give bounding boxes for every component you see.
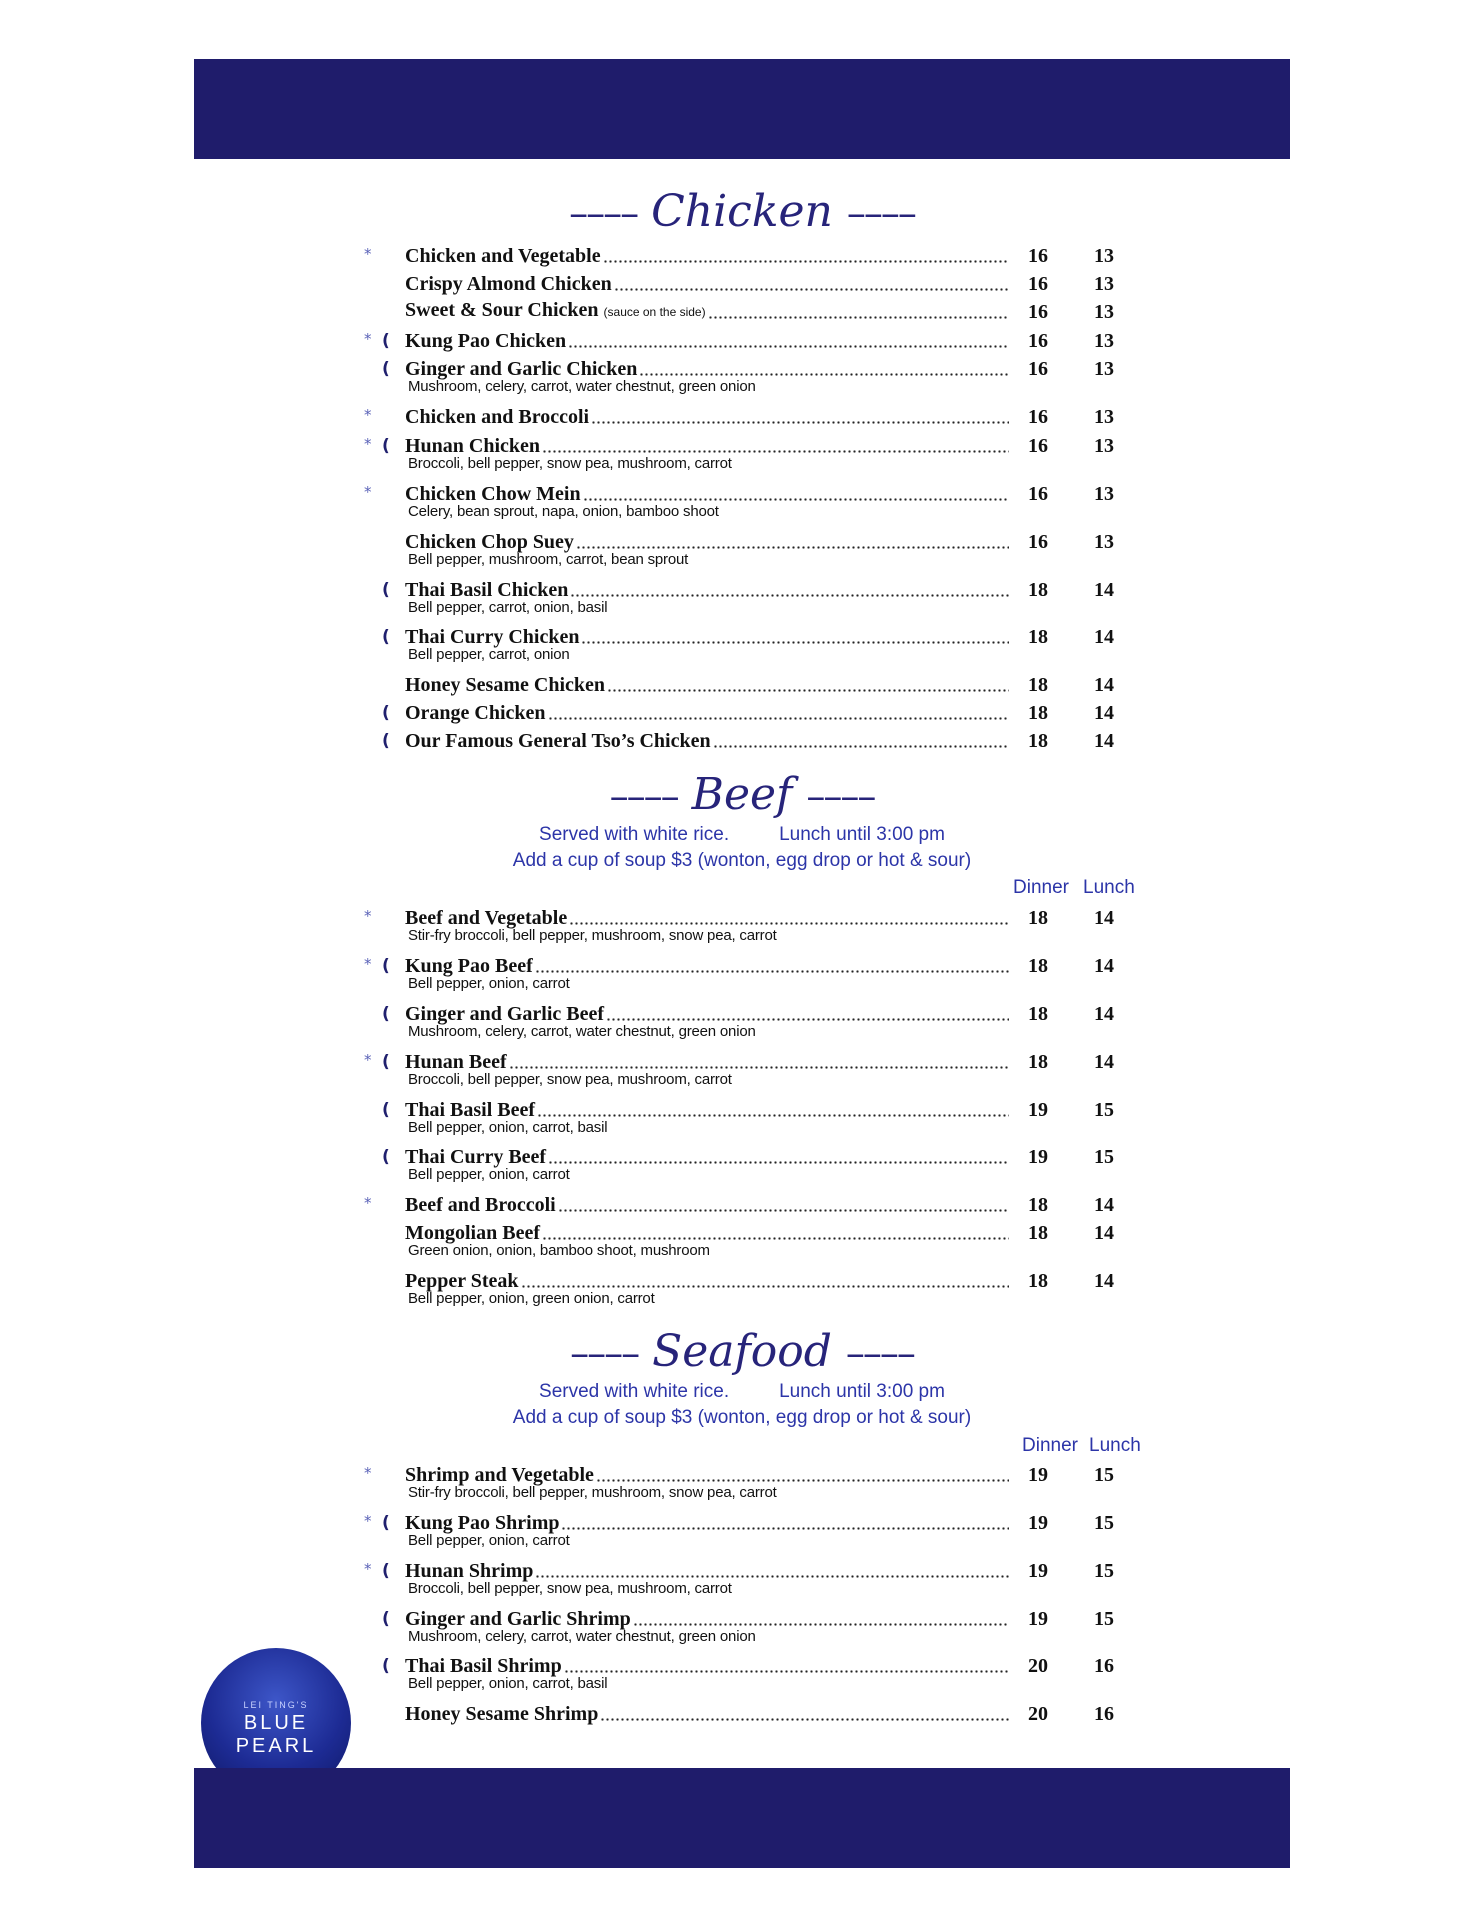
dinner-price: 18 bbox=[1028, 1194, 1048, 1216]
menu-item bbox=[360, 1653, 1120, 1701]
lunch-price: 15 bbox=[1094, 1464, 1114, 1486]
item-marks bbox=[360, 1606, 404, 1632]
dinner-price: 19 bbox=[1028, 1099, 1048, 1121]
lunch-price: 14 bbox=[1094, 626, 1114, 648]
vegetarian-star-icon: * bbox=[364, 1194, 372, 1212]
item-marks bbox=[360, 672, 404, 698]
vegetarian-star-icon: * bbox=[364, 245, 372, 263]
item-marks bbox=[360, 404, 404, 430]
item-marks bbox=[360, 1001, 404, 1027]
beef-soup-note: Add a cup of soup $3 (wonton, egg drop or hot & sour) bbox=[512, 850, 972, 871]
seafood-lunch-header: Lunch bbox=[1089, 1435, 1141, 1456]
logo-brand-text: BLUE PEARL bbox=[235, 1712, 317, 1757]
spicy-pepper-icon: ( bbox=[382, 331, 390, 351]
item-description: Bell pepper, onion, carrot bbox=[408, 1166, 570, 1183]
vegetarian-star-icon: * bbox=[364, 1464, 372, 1482]
spicy-pepper-icon: ( bbox=[382, 956, 390, 976]
menu-item bbox=[360, 1001, 1120, 1049]
item-name: Pepper Steak bbox=[405, 1270, 519, 1292]
item-name: Hunan Shrimp bbox=[405, 1560, 534, 1582]
dot-leader bbox=[564, 1653, 1009, 1679]
dinner-price: 16 bbox=[1028, 273, 1048, 295]
lunch-price: 13 bbox=[1094, 358, 1114, 380]
item-description: Bell pepper, onion, green onion, carrot bbox=[408, 1290, 655, 1307]
spicy-pepper-icon: ( bbox=[382, 731, 390, 751]
item-marks bbox=[360, 243, 404, 269]
item-name: Ginger and Garlic Chicken bbox=[405, 358, 638, 380]
section-title-beef: –––– Beef –––– bbox=[609, 769, 875, 820]
dot-leader bbox=[713, 728, 1009, 754]
dinner-price: 16 bbox=[1028, 358, 1048, 380]
lunch-price: 16 bbox=[1094, 1703, 1114, 1725]
lunch-price: 15 bbox=[1094, 1099, 1114, 1121]
item-marks bbox=[360, 577, 404, 603]
lunch-price: 13 bbox=[1094, 531, 1114, 553]
dinner-price: 19 bbox=[1028, 1560, 1048, 1582]
item-marks bbox=[360, 1510, 404, 1536]
logo-small-text: LEI TING'S bbox=[243, 1700, 309, 1710]
dinner-price: 18 bbox=[1028, 907, 1048, 929]
item-name: Shrimp and Vegetable bbox=[405, 1464, 594, 1486]
item-marks bbox=[360, 328, 404, 354]
item-description: Stir-fry broccoli, bell pepper, mushroom, snow pea, carrot bbox=[408, 927, 777, 944]
item-marks bbox=[360, 700, 404, 726]
lunch-price: 14 bbox=[1094, 702, 1114, 724]
dot-leader bbox=[591, 404, 1009, 430]
menu-item bbox=[360, 356, 1120, 404]
dinner-price: 19 bbox=[1028, 1608, 1048, 1630]
beef-lunch-header: Lunch bbox=[1083, 877, 1135, 898]
lunch-price: 14 bbox=[1094, 1003, 1114, 1025]
spicy-pepper-icon: ( bbox=[382, 1561, 390, 1581]
dot-leader bbox=[614, 271, 1009, 297]
lunch-price: 14 bbox=[1094, 1222, 1114, 1244]
item-description: Bell pepper, carrot, onion, basil bbox=[408, 599, 608, 616]
lunch-price: 14 bbox=[1094, 579, 1114, 601]
dot-leader bbox=[603, 243, 1009, 269]
dinner-price: 18 bbox=[1028, 1222, 1048, 1244]
item-name: Beef and Broccoli bbox=[405, 1194, 556, 1216]
spicy-pepper-icon: ( bbox=[382, 1100, 390, 1120]
item-description: Bell pepper, mushroom, carrot, bean sprout bbox=[408, 551, 689, 568]
lunch-price: 13 bbox=[1094, 406, 1114, 428]
dinner-price: 19 bbox=[1028, 1146, 1048, 1168]
item-name: Hunan Chicken bbox=[405, 435, 541, 457]
item-marks bbox=[360, 529, 404, 555]
item-name: Ginger and Garlic Shrimp bbox=[405, 1608, 631, 1630]
lunch-price: 14 bbox=[1094, 674, 1114, 696]
item-marks bbox=[360, 624, 404, 650]
vegetarian-star-icon: * bbox=[364, 955, 372, 973]
lunch-price: 13 bbox=[1094, 330, 1114, 352]
section-title-chicken: –––– Chicken –––– bbox=[569, 186, 915, 237]
menu-item bbox=[360, 1462, 1120, 1510]
dinner-price: 18 bbox=[1028, 579, 1048, 601]
dot-leader bbox=[537, 1097, 1009, 1123]
item-name: Chicken Chop Suey bbox=[405, 531, 574, 553]
menu-item bbox=[360, 1510, 1120, 1558]
dinner-price: 18 bbox=[1028, 955, 1048, 977]
item-name: Sweet & Sour Chicken (sauce on the side) bbox=[405, 299, 706, 321]
item-marks bbox=[360, 1268, 404, 1294]
item-description: Bell pepper, onion, carrot, basil bbox=[408, 1675, 608, 1692]
item-name: Hunan Beef bbox=[405, 1051, 507, 1073]
dot-leader bbox=[548, 700, 1009, 726]
vegetarian-star-icon: * bbox=[364, 1560, 372, 1578]
dinner-price: 18 bbox=[1028, 1003, 1048, 1025]
item-name: Chicken Chow Mein bbox=[405, 483, 581, 505]
item-name: Thai Basil Shrimp bbox=[405, 1655, 562, 1677]
item-description: Green onion, onion, bamboo shoot, mushroom bbox=[408, 1242, 710, 1259]
menu-item bbox=[360, 624, 1120, 672]
dinner-price: 16 bbox=[1028, 531, 1048, 553]
dinner-price: 18 bbox=[1028, 730, 1048, 752]
item-description: Bell pepper, onion, carrot, basil bbox=[408, 1119, 608, 1136]
vegetarian-star-icon: * bbox=[364, 483, 372, 501]
menu-item bbox=[360, 1049, 1120, 1097]
item-note: (sauce on the side) bbox=[603, 305, 706, 319]
dinner-price: 18 bbox=[1028, 626, 1048, 648]
item-name: Chicken and Broccoli bbox=[405, 406, 590, 428]
top-banner bbox=[194, 59, 1290, 159]
vegetarian-star-icon: * bbox=[364, 435, 372, 453]
item-description: Broccoli, bell pepper, snow pea, mushroom, carrot bbox=[408, 1071, 732, 1088]
dot-leader bbox=[581, 624, 1009, 650]
item-marks bbox=[360, 271, 404, 297]
dot-leader bbox=[558, 1192, 1009, 1218]
bottom-banner bbox=[194, 1768, 1290, 1868]
dinner-price: 16 bbox=[1028, 301, 1048, 323]
lunch-price: 16 bbox=[1094, 1655, 1114, 1677]
menu-item bbox=[360, 577, 1120, 625]
lunch-price: 15 bbox=[1094, 1560, 1114, 1582]
item-description: Mushroom, celery, carrot, water chestnut, green onion bbox=[408, 1023, 756, 1040]
item-name: Ginger and Garlic Beef bbox=[405, 1003, 605, 1025]
item-name: Thai Curry Beef bbox=[405, 1146, 547, 1168]
menu-item bbox=[360, 1097, 1120, 1145]
menu-item bbox=[360, 433, 1120, 481]
seafood-dinner-header: Dinner bbox=[1022, 1435, 1078, 1456]
item-description: Mushroom, celery, carrot, water chestnut, green onion bbox=[408, 1628, 756, 1645]
lunch-price: 14 bbox=[1094, 1270, 1114, 1292]
item-description: Bell pepper, onion, carrot bbox=[408, 975, 570, 992]
dot-leader bbox=[548, 1144, 1009, 1170]
dot-leader bbox=[600, 1701, 1009, 1727]
item-description: Celery, bean sprout, napa, onion, bamboo shoot bbox=[408, 503, 719, 520]
vegetarian-star-icon: * bbox=[364, 1512, 372, 1530]
vegetarian-star-icon: * bbox=[364, 406, 372, 424]
section-title-seafood: –––– Seafood –––– bbox=[570, 1326, 914, 1377]
lunch-price: 13 bbox=[1094, 245, 1114, 267]
dinner-price: 18 bbox=[1028, 1270, 1048, 1292]
item-marks bbox=[360, 1462, 404, 1488]
dinner-price: 20 bbox=[1028, 1655, 1048, 1677]
lunch-price: 14 bbox=[1094, 1051, 1114, 1073]
beef-dinner-header: Dinner bbox=[1013, 877, 1069, 898]
item-marks bbox=[360, 728, 404, 754]
item-marks bbox=[360, 1192, 404, 1218]
lunch-price: 13 bbox=[1094, 301, 1114, 323]
item-description: Stir-fry broccoli, bell pepper, mushroom, snow pea, carrot bbox=[408, 1484, 777, 1501]
item-name: Orange Chicken bbox=[405, 702, 546, 724]
item-description: Broccoli, bell pepper, snow pea, mushroom, carrot bbox=[408, 1580, 732, 1597]
item-name: Crispy Almond Chicken bbox=[405, 273, 612, 295]
item-marks bbox=[360, 953, 404, 979]
dinner-price: 16 bbox=[1028, 330, 1048, 352]
item-marks bbox=[360, 356, 404, 382]
item-marks bbox=[360, 1049, 404, 1075]
item-marks bbox=[360, 1558, 404, 1584]
item-marks bbox=[360, 433, 404, 459]
seafood-served-note: Served with white rice. Lunch until 3:00 pm bbox=[539, 1381, 945, 1402]
item-name: Thai Curry Chicken bbox=[405, 626, 580, 648]
vegetarian-star-icon: * bbox=[364, 907, 372, 925]
menu-item bbox=[360, 1268, 1120, 1316]
menu-item bbox=[360, 1220, 1120, 1268]
menu-item bbox=[360, 1606, 1120, 1654]
item-name: Our Famous General Tso’s Chicken bbox=[405, 730, 711, 752]
item-marks bbox=[360, 1097, 404, 1123]
dinner-price: 19 bbox=[1028, 1464, 1048, 1486]
lunch-price: 15 bbox=[1094, 1146, 1114, 1168]
lunch-price: 15 bbox=[1094, 1608, 1114, 1630]
spicy-pepper-icon: ( bbox=[382, 1656, 390, 1676]
spicy-pepper-icon: ( bbox=[382, 580, 390, 600]
item-name: Kung Pao Beef bbox=[405, 955, 533, 977]
menu-item bbox=[360, 529, 1120, 577]
item-description: Mushroom, celery, carrot, water chestnut, green onion bbox=[408, 378, 756, 395]
dot-leader bbox=[561, 1510, 1009, 1536]
lunch-price: 14 bbox=[1094, 955, 1114, 977]
dinner-price: 18 bbox=[1028, 702, 1048, 724]
menu-item bbox=[360, 905, 1120, 953]
dinner-price: 16 bbox=[1028, 483, 1048, 505]
spicy-pepper-icon: ( bbox=[382, 703, 390, 723]
menu-item bbox=[360, 953, 1120, 1001]
spicy-pepper-icon: ( bbox=[382, 1004, 390, 1024]
lunch-price: 13 bbox=[1094, 483, 1114, 505]
item-marks bbox=[360, 1220, 404, 1246]
spicy-pepper-icon: ( bbox=[382, 1609, 390, 1629]
vegetarian-star-icon: * bbox=[364, 330, 372, 348]
item-description: Bell pepper, carrot, onion bbox=[408, 646, 570, 663]
item-marks bbox=[360, 1653, 404, 1679]
item-name: Thai Basil Chicken bbox=[405, 579, 569, 601]
beef-served-note: Served with white rice. Lunch until 3:00 pm bbox=[539, 824, 945, 845]
item-name: Chicken and Vegetable bbox=[405, 245, 601, 267]
item-marks bbox=[360, 299, 404, 325]
item-name: Honey Sesame Shrimp bbox=[405, 1703, 599, 1725]
seafood-soup-note: Add a cup of soup $3 (wonton, egg drop or hot & sour) bbox=[512, 1407, 972, 1428]
dinner-price: 19 bbox=[1028, 1512, 1048, 1534]
spicy-pepper-icon: ( bbox=[382, 1513, 390, 1533]
spicy-pepper-icon: ( bbox=[382, 1052, 390, 1072]
dot-leader bbox=[568, 328, 1009, 354]
spicy-pepper-icon: ( bbox=[382, 436, 390, 456]
spicy-pepper-icon: ( bbox=[382, 359, 390, 379]
dinner-price: 16 bbox=[1028, 435, 1048, 457]
dot-leader bbox=[708, 299, 1009, 325]
spicy-pepper-icon: ( bbox=[382, 1147, 390, 1167]
menu-item bbox=[360, 1701, 1120, 1749]
item-name: Mongolian Beef bbox=[405, 1222, 540, 1244]
lunch-price: 15 bbox=[1094, 1512, 1114, 1534]
menu-item bbox=[360, 1558, 1120, 1606]
item-marks bbox=[360, 905, 404, 931]
vegetarian-star-icon: * bbox=[364, 1051, 372, 1069]
dot-leader bbox=[570, 577, 1009, 603]
dinner-price: 16 bbox=[1028, 406, 1048, 428]
lunch-price: 13 bbox=[1094, 435, 1114, 457]
lunch-price: 14 bbox=[1094, 1194, 1114, 1216]
item-name: Beef and Vegetable bbox=[405, 907, 568, 929]
dot-leader bbox=[607, 672, 1009, 698]
item-description: Bell pepper, onion, carrot bbox=[408, 1532, 570, 1549]
item-name: Honey Sesame Chicken bbox=[405, 674, 605, 696]
menu-item bbox=[360, 1144, 1120, 1192]
dinner-price: 18 bbox=[1028, 1051, 1048, 1073]
menu-item bbox=[360, 481, 1120, 529]
lunch-price: 13 bbox=[1094, 273, 1114, 295]
lunch-price: 14 bbox=[1094, 730, 1114, 752]
item-name: Thai Basil Beef bbox=[405, 1099, 536, 1121]
lunch-price: 14 bbox=[1094, 907, 1114, 929]
dinner-price: 16 bbox=[1028, 245, 1048, 267]
item-name: Kung Pao Shrimp bbox=[405, 1512, 560, 1534]
dot-leader bbox=[535, 953, 1009, 979]
item-marks bbox=[360, 1144, 404, 1170]
dinner-price: 18 bbox=[1028, 674, 1048, 696]
item-description: Broccoli, bell pepper, snow pea, mushroom, carrot bbox=[408, 455, 732, 472]
item-marks bbox=[360, 481, 404, 507]
item-marks bbox=[360, 1701, 404, 1727]
item-name: Kung Pao Chicken bbox=[405, 330, 567, 352]
dinner-price: 20 bbox=[1028, 1703, 1048, 1725]
spicy-pepper-icon: ( bbox=[382, 627, 390, 647]
